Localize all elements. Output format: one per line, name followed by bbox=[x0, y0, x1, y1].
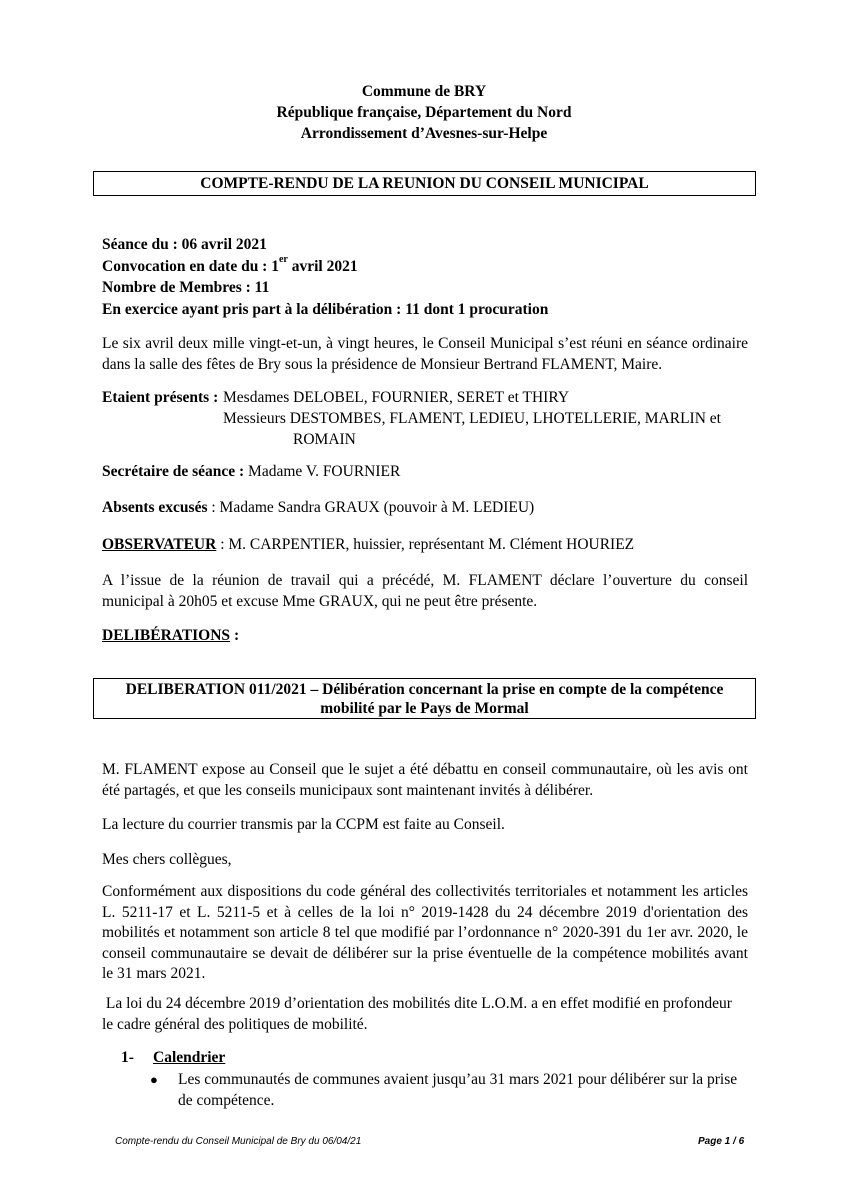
section-1-number: 1- bbox=[121, 1049, 134, 1066]
intro-line-1: Le six avril deux mille vingt-et-un, à vingt heures, le Conseil Municipal s’est réuni en séance ordinaire bbox=[102, 335, 748, 352]
secretaire-value: Madame V. FOURNIER bbox=[244, 463, 401, 480]
convocation-suffix: avril 2021 bbox=[287, 257, 358, 275]
header-line-3: Arrondissement d’Avesnes-sur-Helpe bbox=[300, 125, 548, 142]
observateur-label: OBSERVATEUR bbox=[102, 536, 217, 553]
ouverture-line-2: municipal à 20h05 et excuse Mme GRAUX, qui ne peut être présente. bbox=[102, 593, 538, 610]
membres-count: Nombre de Membres : 11 bbox=[102, 279, 270, 296]
observateur-line bbox=[102, 534, 634, 555]
ouverture-line-1: A l’issue de la réunion de travail qui a précédé, M. FLAMENT déclare l’ouverture du conseil bbox=[102, 572, 748, 589]
body-p4-line-2: L. 5211-17 et L. 5211-5 et à celles de la loi n° 2019-1428 du 24 décembre 2019 d'orientation des bbox=[102, 903, 748, 921]
body-p4-line-3: mobilités et notamment son article 8 tel que modifié par l’ordonnance n° 2020-391 du 1er avr. 2020, le bbox=[102, 924, 748, 941]
observateur-value: : M. CARPENTIER, huissier, représentant M. Clément HOURIEZ bbox=[216, 536, 635, 553]
header-line-2: République française, Département du Nord bbox=[276, 104, 572, 121]
deliberations-label: DELIBÉRATIONS bbox=[102, 627, 231, 644]
body-p1-line-2: été partagés, et que les conseils municipaux sont maintenant invités à délibérer. bbox=[102, 782, 594, 799]
section-1-bullet bbox=[150, 1069, 748, 1111]
body-p1-line-1: M. FLAMENT expose au Conseil que le sujet a été débattu en conseil communautaire, où les avis ont bbox=[102, 761, 748, 778]
body-paragraph-5 bbox=[102, 993, 748, 1035]
convocation-date bbox=[102, 256, 548, 278]
body-p5-line-2: le cadre général des politiques de mobilité. bbox=[102, 1016, 368, 1033]
absents-value: : Madame Sandra GRAUX (pouvoir à M. LEDIEU) bbox=[207, 499, 535, 516]
convocation-sup: er bbox=[278, 254, 288, 266]
intro-paragraph bbox=[102, 333, 748, 375]
page-number: Page 1 / 6 bbox=[698, 1136, 745, 1147]
presents-messieurs: Messieurs DESTOMBES, FLAMENT, LEDIEU, LHOTELLERIE, MARLIN et bbox=[223, 410, 721, 427]
bullet-icon: ● bbox=[150, 1072, 158, 1087]
deliberations-heading bbox=[102, 625, 239, 646]
body-p5-line-1: La loi du 24 décembre 2019 d’orientation des mobilités dite L.O.M. a en effet modifié en profondeur bbox=[102, 995, 732, 1012]
section-1-heading bbox=[121, 1047, 226, 1068]
body-paragraph-2: La lecture du courrier transmis par la CCPM est faite au Conseil. bbox=[102, 816, 505, 833]
absents-line bbox=[102, 497, 534, 518]
section-1-bullet-line-2: de compétence. bbox=[178, 1092, 275, 1109]
convocation-prefix: Convocation en date du : 1 bbox=[102, 257, 279, 275]
exercice-count: En exercice ayant pris part à la délibération : 11 dont 1 procuration bbox=[102, 300, 549, 318]
section-1-title: Calendrier bbox=[153, 1049, 226, 1066]
seance-block bbox=[102, 234, 548, 320]
title-box bbox=[93, 171, 756, 196]
footer-left: Compte-rendu du Conseil Municipal de Bry du 06/04/21 bbox=[115, 1136, 362, 1147]
secretaire-label: Secrétaire de séance : bbox=[102, 463, 245, 480]
page-title: COMPTE-RENDU DE LA REUNION DU CONSEIL MUNICIPAL bbox=[200, 175, 649, 192]
absents-label: Absents excusés bbox=[102, 499, 208, 516]
body-p4-line-5: le 31 mars 2021. bbox=[102, 965, 206, 982]
ouverture-paragraph bbox=[102, 570, 748, 612]
presents-label: Etaient présents : bbox=[102, 389, 219, 406]
body-paragraph-1 bbox=[102, 759, 748, 801]
presents-mesdames: Mesdames DELOBEL, FOURNIER, SERET et THIRY bbox=[223, 389, 570, 406]
body-p4-line-1: Conformément aux dispositions du code général des collectivités territoriales et notamment les articles bbox=[102, 883, 748, 900]
deliberation-title-line-1: DELIBERATION 011/2021 – Délibération concernant la prise en compte de la compétence bbox=[125, 681, 724, 698]
header-line-1: Commune de BRY bbox=[361, 83, 487, 100]
intro-line-2: dans la salle des fêtes de Bry sous la présidence de Monsieur Bertrand FLAMENT, Maire. bbox=[102, 356, 663, 373]
presents-block bbox=[102, 387, 748, 450]
presents-messieurs-cont: ROMAIN bbox=[293, 431, 356, 448]
deliberation-title-line-2: mobilité par le Pays de Mormal bbox=[320, 700, 529, 717]
commune-header bbox=[0, 81, 848, 144]
body-paragraph-4 bbox=[102, 882, 748, 985]
body-p4-line-4: conseil communautaire se devait de délibérer sur la prise éventuelle de la compétence mobilités avant bbox=[102, 944, 748, 962]
deliberation-box bbox=[93, 678, 756, 719]
deliberations-suffix: : bbox=[230, 627, 240, 644]
body-paragraph-3: Mes chers collègues, bbox=[102, 851, 232, 868]
secretaire-line bbox=[102, 461, 400, 482]
seance-date: Séance du : 06 avril 2021 bbox=[102, 236, 267, 253]
section-1-bullet-line-1: Les communautés de communes avaient jusqu’au 31 mars 2021 pour délibérer sur la prise bbox=[178, 1071, 738, 1088]
